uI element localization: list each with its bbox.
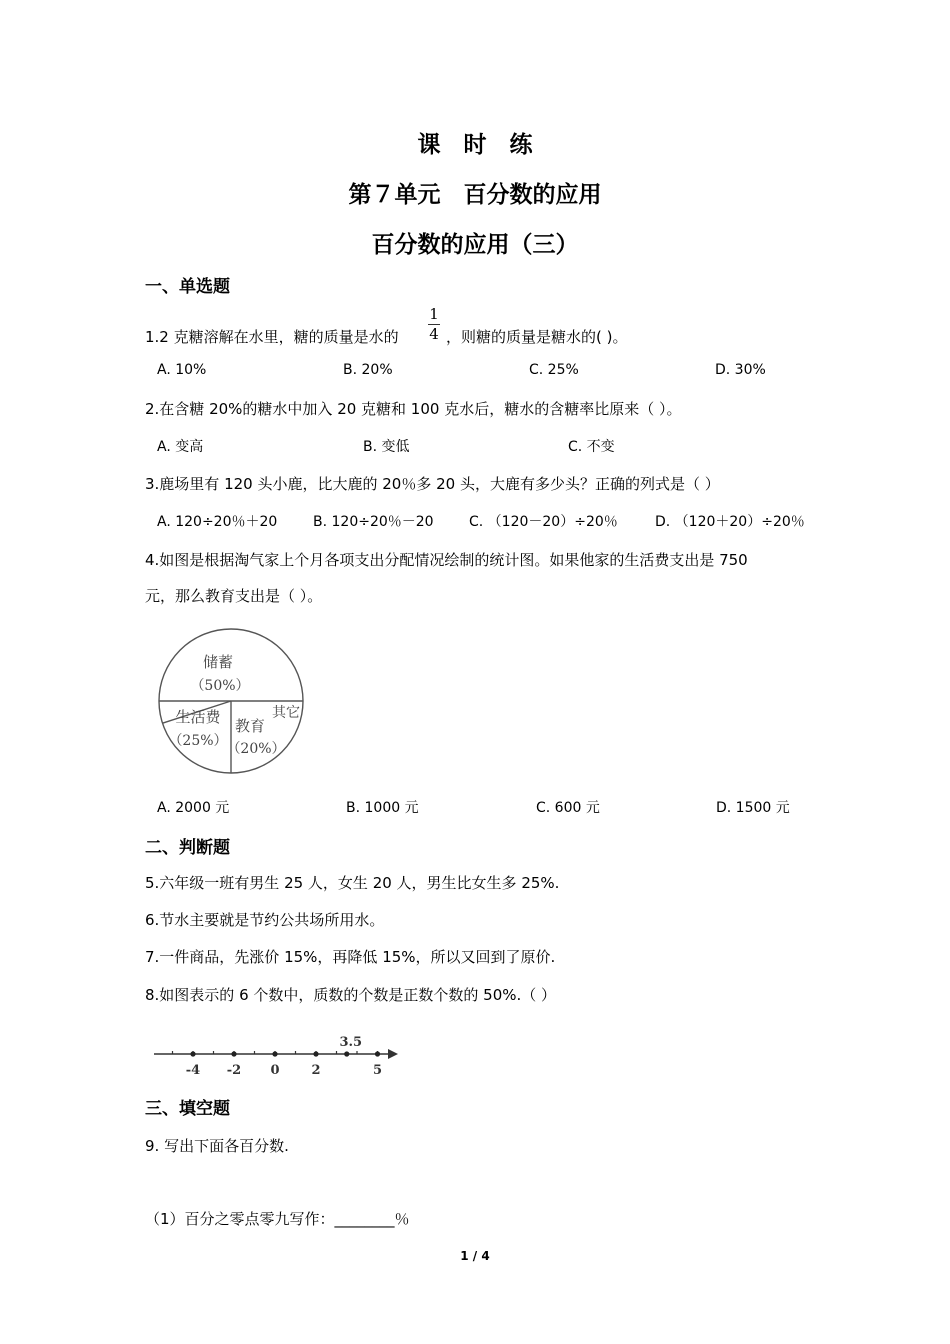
number-line-label: 2 [311, 1063, 321, 1078]
question-2: 2.在含糖 20%的糖水中加入 20 克糖和 100 克水后，糖水的含糖率比原来（ ）。 [145, 400, 682, 418]
number-line-point [375, 1051, 380, 1056]
q1-option-c[interactable]: C. 25% [529, 362, 579, 378]
fraction-numerator: 1 [429, 305, 439, 323]
pie-chart [150, 625, 315, 780]
section-true-false: 二、判断题 [145, 838, 230, 858]
pie-label-savings: 储蓄 [202, 653, 234, 671]
q3-option-c[interactable]: C. （120－20）÷20％ [469, 514, 618, 530]
question-5: 5.六年级一班有男生 25 人，女生 20 人，男生比女生多 25%. [145, 874, 560, 892]
number-line-label-above: 3.5 [339, 1035, 363, 1050]
section-single-choice: 一、单选题 [145, 277, 230, 297]
question-7: 7.一件商品，先涨价 15%，再降低 15%，所以又回到了原价. [145, 948, 556, 966]
number-line-label: 0 [270, 1063, 280, 1078]
pie-label-living-pct: （25%） [168, 733, 228, 749]
number-line-label: -4 [185, 1063, 201, 1078]
number-line-point [272, 1051, 277, 1056]
number-line-label: 5 [372, 1063, 383, 1078]
q4-option-d[interactable]: D. 1500 元 [716, 800, 790, 816]
q3-option-a[interactable]: A. 120÷20％＋20 [157, 514, 278, 530]
q4-option-a[interactable]: A. 2000 元 [157, 800, 230, 816]
pie-label-education-pct: （20%） [226, 741, 286, 757]
number-line [150, 1030, 402, 1080]
q3-option-d[interactable]: D. （120＋20）÷20％ [655, 514, 805, 530]
number-line-arrow [388, 1049, 398, 1059]
pie-label-living: 生活费 [175, 708, 221, 726]
question-9: 9. 写出下面各百分数. [145, 1137, 289, 1155]
q4-option-c[interactable]: C. 600 元 [536, 800, 600, 816]
q2-option-c[interactable]: C. 不变 [568, 439, 615, 455]
question-3: 3.鹿场里有 120 头小鹿，比大鹿的 20％多 20 头，大鹿有多少头？正确的列式是（ ） [145, 475, 720, 493]
question-1-part2: ，则糖的质量是糖水的( )。 [446, 328, 628, 346]
fraction-denominator: 4 [429, 325, 439, 343]
lesson-title: 百分数的应用（三） [371, 232, 579, 258]
question-6: 6.节水主要就是节约公共场所用水。 [145, 911, 385, 929]
q1-option-d[interactable]: D. 30% [715, 362, 766, 378]
number-line-point [190, 1051, 195, 1056]
page-number: 1 / 4 [460, 1249, 490, 1263]
unit-title: 第７单元 百分数的应用 [348, 182, 602, 208]
q2-option-b[interactable]: B. 变低 [363, 439, 410, 455]
question-4-line1: 4.如图是根据淘气家上个月各项支出分配情况绘制的统计图。如果他家的生活费支出是 750 [145, 551, 748, 569]
question-8: 8.如图表示的 6 个数中，质数的个数是正数个数的 50%.（ ） [145, 986, 557, 1004]
section-fill-blank: 三、填空题 [145, 1099, 230, 1119]
number-line-point [344, 1051, 349, 1056]
q4-option-b[interactable]: B. 1000 元 [346, 800, 419, 816]
doc-title: 课 时 练 [417, 132, 533, 158]
number-line-label: -2 [226, 1063, 242, 1078]
fraction-one-quarter [426, 306, 442, 343]
q3-option-b[interactable]: B. 120÷20％－20 [313, 514, 434, 530]
pie-label-education: 教育 [234, 717, 266, 735]
q2-option-a[interactable]: A. 变高 [157, 439, 204, 455]
pie-label-other: 其它 [272, 705, 300, 721]
question-1-part1: 1.2 克糖溶解在水里，糖的质量是水的 [145, 328, 399, 346]
q1-option-a[interactable]: A. 10% [157, 362, 207, 378]
number-line-point [313, 1051, 318, 1056]
number-line-point [231, 1051, 236, 1056]
question-9-sub1[interactable]: （1）百分之零点零九写作：________％ [145, 1210, 410, 1228]
question-4-line2: 元，那么教育支出是（ ）。 [145, 587, 323, 605]
q1-option-b[interactable]: B. 20% [343, 362, 393, 378]
pie-label-savings-pct: （50%） [190, 678, 250, 694]
